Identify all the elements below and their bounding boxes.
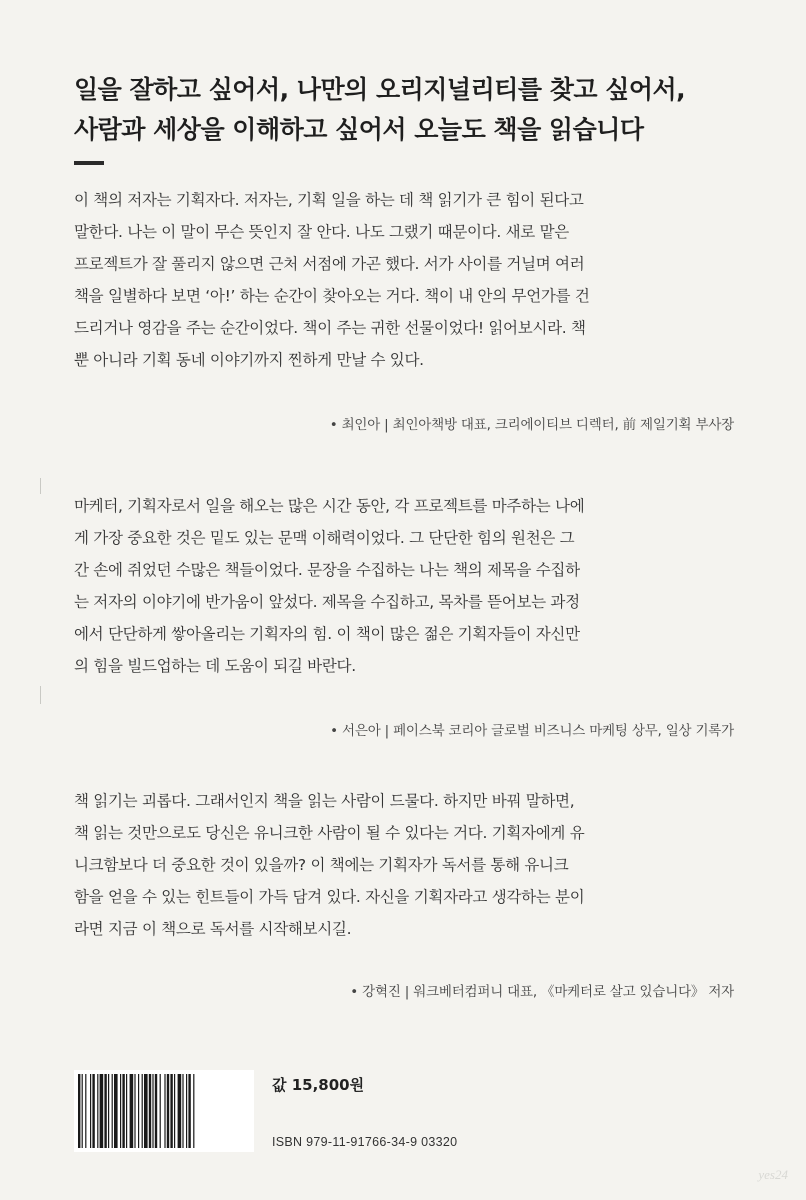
barcode [74, 1070, 254, 1152]
barcode-bar [160, 1074, 161, 1148]
barcode-bar [167, 1074, 169, 1148]
barcode-bar [104, 1074, 106, 1148]
barcode-bar [78, 1074, 80, 1148]
barcode-bar [138, 1074, 139, 1148]
barcode-bar [142, 1074, 143, 1148]
barcode-bar [114, 1074, 118, 1148]
review-2-text [74, 490, 734, 682]
barcode-bar [92, 1074, 94, 1148]
review-1-text [74, 184, 734, 376]
page-mark [40, 686, 41, 704]
barcode-bar [186, 1074, 187, 1148]
divider-rule [74, 161, 104, 165]
barcode-bar [126, 1074, 127, 1148]
review-3-attribution: • 강혁진 | 워크베터컴퍼니 대표, 《마케터로 살고 있습니다》 저자 [350, 984, 734, 1000]
review-line: 간 손에 쥐었던 수많은 책들이었다. 문장을 수집하는 나는 책의 제목을 수집하 [74, 561, 580, 579]
barcode-bar [100, 1074, 104, 1148]
barcode-bar [170, 1074, 172, 1148]
barcode-bar [178, 1074, 182, 1148]
review-line: 뿐 아니라 기획 동네 이야기까지 찐하게 만날 수 있다. [74, 351, 424, 369]
barcode-bar [155, 1074, 157, 1148]
barcode-bar [97, 1074, 98, 1148]
barcode-bar [193, 1074, 194, 1148]
barcode-bar [90, 1074, 91, 1148]
barcode-bar [122, 1074, 124, 1148]
review-line: 는 저자의 이야기에 반가움이 앞섰다. 제목을 수집하고, 목차를 뜯어보는 과정 [74, 593, 580, 611]
review-line: 책 읽는 것만으로도 당신은 유니크한 사람이 될 수 있다는 거다. 기획자에게 유 [74, 824, 585, 842]
review-line: 드리거나 영감을 주는 순간이었다. 책이 주는 귀한 선물이었다! 읽어보시라. 책 [74, 319, 586, 337]
review-line: 에서 단단하게 쌓아올리는 기획자의 힘. 이 책이 많은 젊은 기획자들이 자신만 [74, 625, 580, 643]
barcode-bar [82, 1074, 83, 1148]
barcode-bar [134, 1074, 135, 1148]
review-line: 의 힘을 빌드업하는 데 도움이 되길 바란다. [74, 657, 356, 675]
barcode-bar [174, 1074, 175, 1148]
barcode-bar [108, 1074, 109, 1148]
barcode-bar [152, 1074, 153, 1148]
barcode-bar [188, 1074, 190, 1148]
review-line: 게 가장 중요한 것은 밑도 있는 문맥 이해력이었다. 그 단단한 힘의 원천은 그 [74, 529, 575, 547]
barcode-bar [130, 1074, 134, 1148]
review-line: 라면 지금 이 책으로 독서를 시작해보시길. [74, 920, 352, 938]
isbn-label: ISBN 979-11-91766-34-9 03320 [272, 1135, 458, 1149]
review-line: 책을 일별하다 보면 ‘아!’ 하는 순간이 찾아오는 거다. 책이 내 안의 무언가를 건 [74, 287, 590, 305]
review-2-attribution: • 서은아 | 페이스북 코리아 글로벌 비즈니스 마케팅 상무, 일상 기록가 [330, 723, 734, 739]
review-line: 마케터, 기획자로서 일을 해오는 많은 시간 동안, 각 프로젝트를 마주하는 나에 [74, 497, 585, 515]
barcode-bar [112, 1074, 113, 1148]
price-label: 값 15,800원 [272, 1076, 365, 1094]
review-line: 프로젝트가 잘 풀리지 않으면 근처 서점에 가곤 했다. 서가 사이를 거닐며 여러 [74, 255, 585, 273]
headline-line-2: 사람과 세상을 이해하고 싶어서 오늘도 책을 읽습니다 [74, 115, 644, 144]
review-line: 니크함보다 더 중요한 것이 있을까? 이 책에는 기획자가 독서를 통해 유니크 [74, 856, 569, 874]
headline-line-1: 일을 잘하고 싶어서, 나만의 오리지널리티를 찾고 싶어서, [74, 75, 686, 104]
review-line: 함을 얻을 수 있는 힌트들이 가득 담겨 있다. 자신을 기획자라고 생각하는 분이 [74, 888, 585, 906]
headline [74, 70, 754, 150]
barcode-bar [120, 1074, 121, 1148]
page-mark [40, 478, 41, 494]
barcode-bar [164, 1074, 165, 1148]
review-line: 책 읽기는 괴롭다. 그래서인지 책을 읽는 사람이 드물다. 하지만 바꿔 말하면, [74, 792, 575, 810]
barcode-bar [85, 1074, 86, 1148]
review-3-text [74, 785, 734, 945]
review-1-attribution: • 최인아 | 최인아책방 대표, 크리에이티브 디렉터, 前 제일기획 부사장 [329, 417, 734, 433]
barcode-bar [182, 1074, 183, 1148]
watermark-logo: yes24 [758, 1167, 788, 1182]
review-line: 말한다. 나는 이 말이 무슨 뜻인지 잘 안다. 나도 그랬기 때문이다. 새로 맡은 [74, 223, 569, 241]
review-line: 이 책의 저자는 기획자다. 저자는, 기획 일을 하는 데 책 읽기가 큰 힘이 된다고 [74, 191, 584, 209]
barcode-bar [149, 1074, 151, 1148]
barcode-bar [144, 1074, 148, 1148]
